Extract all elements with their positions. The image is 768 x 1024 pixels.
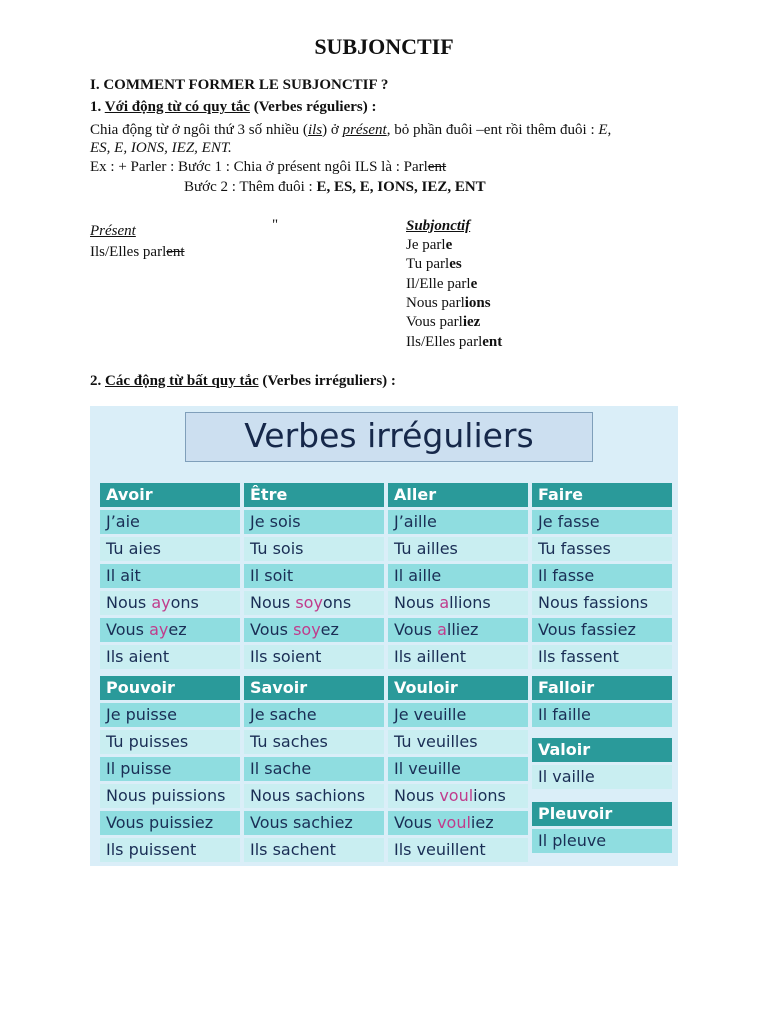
present-label: Présent [90,223,136,239]
subj-stem: Il/Elle parl [406,276,471,292]
verb-form: Ils aillent [388,645,528,669]
subj-stem: Vous parl [406,314,463,330]
verb-header: Valoir [532,738,672,762]
verb-form: J’aie [100,510,240,534]
present-form-stem: Ils/Elles parl [90,244,167,260]
verb-form: Nous fassions [532,591,672,615]
verb-form: Il vaille [532,765,672,789]
form-part: Nous [106,593,152,612]
item-1-heading [90,98,376,117]
subj-ending: ent [482,334,503,350]
highlight-part: ay [151,593,171,612]
verb-form: Il aille [388,564,528,588]
form-part: lliez [446,620,479,639]
rule-line-2: ES, E, IONS, IEZ, ENT. [90,140,232,156]
form-part: ez [320,620,339,639]
verb-form: Ils veuillent [388,838,528,862]
verb-column-etre [244,483,384,672]
form-part: Vous [394,620,438,639]
subj-ending: iez [462,314,481,330]
verb-column-pleuvoir [532,802,672,856]
subj-ending: ions [464,295,491,311]
present-form-ending: ent [166,244,185,260]
subj-stem: Tu parl [406,256,450,272]
verb-form: Tu veuilles [388,730,528,754]
item-1-paren: (Verbes réguliers) : [249,99,377,115]
rule-text-d: E, [598,122,612,138]
verb-form [388,784,528,808]
verb-form: Tu fasses [532,537,672,561]
step-2-line [184,178,486,197]
verb-header: Falloir [532,676,672,700]
verb-column-savoir [244,676,384,865]
present-form [90,243,185,262]
verb-form [100,618,240,642]
highlight-part: a [437,620,447,639]
verb-form: Tu puisses [100,730,240,754]
subj-ending: e [445,237,453,253]
form-part: Vous [250,620,294,639]
verb-form: Je sache [244,703,384,727]
verb-header: Avoir [100,483,240,507]
verb-form: Ils puissent [100,838,240,862]
form-part: iez [470,813,494,832]
verb-form: Ils fassent [532,645,672,669]
form-part: ez [168,620,187,639]
verb-form: Vous puissiez [100,811,240,835]
verb-form: Ils sachent [244,838,384,862]
verb-header: Vouloir [388,676,528,700]
form-part: Nous [394,786,440,805]
form-part: llions [449,593,491,612]
verb-form: Nous puissions [100,784,240,808]
subj-form [406,275,477,294]
verb-column-avoir [100,483,240,672]
verb-form: Je sois [244,510,384,534]
verb-form: Je puisse [100,703,240,727]
verb-header: Pleuvoir [532,802,672,826]
subj-stem: Je parl [406,237,446,253]
example-ending: ent [427,159,447,175]
verb-form: Vous sachiez [244,811,384,835]
subj-form [406,255,462,274]
verb-form: Je veuille [388,703,528,727]
verb-header: Être [244,483,384,507]
section-heading: I. COMMENT FORMER LE SUBJONCTIF ? [90,77,389,93]
rule-text-c: , bỏ phần đuôi –ent rồi thêm đuôi : [386,122,599,138]
subjonctif-label: Subjonctif [406,218,471,234]
verb-form: Il ait [100,564,240,588]
step-2-endings: E, ES, E, IONS, IEZ, ENT [316,179,486,195]
subj-ending: es [449,256,462,272]
verb-column-valoir [532,738,672,792]
verb-column-pouvoir [100,676,240,865]
verb-form: Il faille [532,703,672,727]
irregular-verbs-table [90,406,678,866]
verb-form: Je fasse [532,510,672,534]
verb-header: Faire [532,483,672,507]
form-part: Vous [106,620,150,639]
form-part: ions [473,786,506,805]
quote-mark: " [272,217,279,233]
verb-form: Il fasse [532,564,672,588]
verb-form: Il sache [244,757,384,781]
highlight-part: ay [149,620,169,639]
form-part: ons [170,593,199,612]
verb-form: Vous fassiez [532,618,672,642]
highlight-part: a [439,593,450,612]
item-2-heading [90,372,396,391]
item-2-paren: (Verbes irréguliers) : [258,373,396,389]
rule-line-1 [90,121,611,140]
subj-form [406,294,491,313]
subj-form [406,313,480,332]
highlight-part: voul [439,786,474,805]
verb-form [244,618,384,642]
verb-header: Savoir [244,676,384,700]
rule-present: présent [342,122,387,138]
rule-ils: ils [307,122,323,138]
example-text: Ex : + Parler : Bước 1 : Chia ở présent ngôi ILS là : Parl [90,159,428,175]
verb-form: Ils soient [244,645,384,669]
form-part: ons [322,593,352,612]
subj-form [406,236,452,255]
verb-header: Aller [388,483,528,507]
verb-form: Ils aient [100,645,240,669]
verb-form [388,591,528,615]
verb-column-falloir [532,676,672,730]
verb-column-aller [388,483,528,672]
rule-text-a: Chia động từ ở ngôi thứ 3 số nhiều ( [90,122,308,138]
form-part: Vous [394,813,438,832]
verb-form: Il soit [244,564,384,588]
step-2-text: Bước 2 : Thêm đuôi : [184,179,317,195]
subj-form [406,333,502,352]
verb-form: Il puisse [100,757,240,781]
verb-header: Pouvoir [100,676,240,700]
subj-ending: e [470,276,478,292]
verb-form: Tu sois [244,537,384,561]
verb-form: Nous sachions [244,784,384,808]
verb-form [388,811,528,835]
highlight-part: soy [295,593,323,612]
highlight-part: voul [437,813,471,832]
verb-form: Tu aies [100,537,240,561]
form-part: Nous [250,593,296,612]
verb-form: Tu ailles [388,537,528,561]
verb-form: J’aille [388,510,528,534]
subj-stem: Nous parl [406,295,465,311]
verbs-table-title: Verbes irréguliers [185,412,593,462]
verb-form [244,591,384,615]
verb-form: Il pleuve [532,829,672,853]
item-1-number: 1. [90,99,105,115]
item-1-label: Với động từ có quy tắc [104,99,250,115]
verb-form [388,618,528,642]
verb-form: Tu saches [244,730,384,754]
verb-form [100,591,240,615]
verb-form: Il veuille [388,757,528,781]
highlight-part: soy [293,620,321,639]
subj-stem: Ils/Elles parl [406,334,483,350]
rule-text-b: ) ở [322,122,343,138]
page-title: SUBJONCTIF [314,34,454,59]
item-2-label: Các động từ bất quy tắc [105,373,259,389]
form-part: Nous [394,593,440,612]
verb-column-faire [532,483,672,672]
item-2-number: 2. [90,373,105,389]
verb-column-vouloir [388,676,528,865]
example-line [90,158,446,177]
